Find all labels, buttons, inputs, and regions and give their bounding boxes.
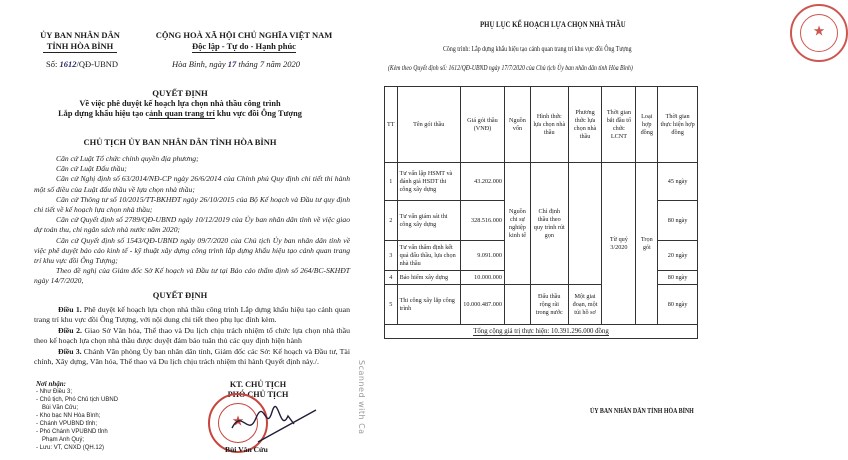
legal-basis-item: Căn cứ Quyết định số 1543/QĐ-UBND ngày 09/7/2020 của Chủ tịch Ủy ban nhân dân tỉnh về việc phê duyệt báo cáo kinh tế - kỹ thuật xây dựng công trình lắp dựng khẩu hiệu tạo cảnh quan trang trí khu vực đồi Ông Tượng; (34, 235, 350, 266)
legal-basis-item: Căn cứ Quyết định số 2789/QĐ-UBND ngày 10/12/2019 của Ủy ban nhân dân tỉnh về việc giao dự toán thu, chi ngân sách nhà nước năm 2020; (34, 215, 350, 235)
cell-contract-type: Trọn gói (636, 163, 658, 325)
recipient-item: - Chánh VPUBND tỉnh; (36, 421, 98, 427)
column-header: Loại hợp đồng (636, 87, 658, 163)
column-header: Thời gian bắt đầu tổ chức LCNT (602, 87, 636, 163)
cell-tt: 3 (385, 241, 398, 271)
recipient-item: - Chủ tịch, Phó Chủ tịch UBND (36, 397, 119, 403)
legal-basis-item: Căn cứ Luật Tổ chức chính quyền địa phương; (56, 154, 199, 163)
recipients-list (36, 380, 166, 452)
cell-price: 10.000.487.000 (460, 285, 504, 325)
recipient-item: - Lưu: VT, CNXD (QH.12) (36, 445, 105, 451)
cell-funding-empty (504, 285, 530, 325)
decision-title-block (20, 88, 340, 120)
appendix-subtitle: Công trình: Lắp dựng khẩu hiệu tạo cảnh quan trang trí khu vực đồi Ông Tượng (443, 45, 632, 53)
article-text: Chánh Văn phòng Ủy ban nhân dân tỉnh, Giám đốc các Sở: Kế hoạch và Đầu tư, Tài chính, Xây dựng, Văn hóa, Thể thao và Du lịch chịu trách nhiệm thi hành Quyết định này./. (34, 346, 350, 367)
issuer-header (30, 30, 130, 53)
total-cell (385, 325, 698, 339)
national-header (146, 30, 342, 53)
cell-name: Tư vấn giám sát thi công xây dựng (397, 201, 460, 241)
subject-pre: Lắp dựng khẩu hiệu tạo c (58, 109, 150, 118)
contractor-plan-table (384, 86, 698, 339)
column-header: Tên gói thầu (397, 87, 460, 163)
articles (34, 305, 350, 367)
cell-start-time: Từ quý 3/2020 (602, 163, 636, 325)
cell-price: 10.000.000 (460, 271, 504, 285)
cell-funding: Nguồn chi sự nghiệp kinh tế (504, 163, 530, 285)
official-seal-icon: ★ (208, 393, 268, 453)
legal-bases (34, 154, 350, 287)
column-header: TT (385, 87, 398, 163)
authority-heading: CHỦ TỊCH ỦY BAN NHÂN DÂN TỈNH HÒA BÌNH (83, 137, 277, 147)
handwritten-signature-icon (228, 398, 318, 448)
cell-name: Bảo hiểm xây dựng (397, 271, 460, 285)
official-seal-icon: ★ (790, 4, 848, 62)
legal-basis-item: Căn cứ Thông tư số 10/2015/TT-BKHĐT ngày 26/10/2015 của Bộ Kế hoạch và Đầu tư quy định chi tiết về kế hoạch lựa chọn nhà thầu; (34, 194, 350, 215)
decision-title: QUYẾT ĐỊNH (152, 88, 208, 98)
cell-name: Tư vấn thẩm định kết quả đấu thầu, lựa chọn nhà thầu (397, 241, 460, 271)
article-label: Điều 1. (58, 305, 82, 314)
legal-basis-item: Căn cứ Nghị định số 63/2014/NĐ-CP ngày 26/6/2014 của Chính phủ Quy định chi tiết thi hành một số điều của Luật đấu thầu về lựa chọn nhà thầu; (34, 174, 350, 194)
cell-selection-mode-empty (568, 163, 602, 285)
table-total-row (385, 325, 698, 339)
cell-price: 9.091.000 (460, 241, 504, 271)
cell-selection-form: Chỉ định thầu theo quy trình rút gọn (530, 163, 568, 285)
nation-line1: CỘNG HOÀ XÃ HỘI CHỦ NGHĨA VIỆT NAM (155, 30, 333, 40)
column-header: Phương thức lựa chọn nhà thầu (568, 87, 602, 163)
decision-heading: QUYẾT ĐỊNH (152, 290, 208, 300)
article-label: Điều 3. (58, 346, 82, 356)
column-header: Giá gói thầu (VNĐ) (460, 87, 504, 163)
recipient-item: Bùi Văn Cửu; (42, 405, 79, 411)
cell-duration: 45 ngày (658, 163, 698, 201)
cell-name: Thi công xây lắp công trình (397, 285, 460, 325)
table-row (385, 163, 698, 201)
cell-duration: 20 ngày (658, 241, 698, 271)
legal-basis-item: Theo đề nghị của Giám đốc Sở Kế hoạch và Đầu tư tại Báo cáo thẩm định số 264/BC-SKHĐT ngày 14/7/2020, (34, 266, 350, 286)
issuer-line1: ỦY BAN NHÂN DÂN (40, 30, 120, 40)
issuer-line2: TỈNH HÒA BÌNH (43, 41, 118, 53)
cell-name: Tư vấn lập HSMT và đánh giá HSDT thi công xây dựng (397, 163, 460, 201)
legal-basis-item: Căn cứ Luật Đấu thầu; (56, 164, 127, 174)
decision-subject-line1: Về việc phê duyệt kế hoạch lựa chọn nhà thầu công trình (79, 98, 281, 108)
recipients-label: Nơi nhận: (36, 380, 67, 388)
article-1 (34, 305, 350, 326)
cell-tt: 4 (385, 271, 398, 285)
cell-tt: 1 (385, 163, 398, 201)
appendix-note: (Kèm theo Quyết định số: 1612/QĐ-UBND ngày 17/7/2020 của Chủ tịch Ủy ban nhân dân tỉnh Hòa Bình) (388, 64, 633, 72)
place-date-prefix: Hòa Bình, ngày (172, 59, 228, 69)
appendix-page (368, 0, 826, 460)
doc-no-handwritten: 1612 (59, 59, 77, 69)
article-3 (34, 347, 350, 368)
sign-line1: KT. CHỦ TỊCH (229, 380, 287, 389)
cell-price: 328.516.000 (460, 201, 504, 241)
cell-tt: 2 (385, 201, 398, 241)
sign-line2: PHÓ CHỦ TỊCH (227, 390, 289, 399)
recipient-item: Phạm Anh Quý; (42, 437, 85, 443)
nation-motto: Độc lập - Tự do - Hạnh phúc (192, 41, 296, 51)
doc-no-prefix: Số: (46, 59, 60, 69)
decision-subject-line2 (20, 109, 340, 120)
recipient-item: - Phó Chánh VPUBND tỉnh (36, 429, 108, 435)
place-date-suffix: tháng 7 năm 2020 (236, 59, 300, 69)
column-header: Nguồn vốn (504, 87, 530, 163)
scanner-watermark: Scanned with Ca (357, 360, 366, 435)
column-header: Thời gian thực hiện hợp đồng (658, 87, 698, 163)
date-day-handwritten: 17 (227, 59, 237, 69)
document-number (46, 59, 118, 69)
cell-duration: 80 ngày (658, 271, 698, 285)
cell-duration: 80 ngày (658, 285, 698, 325)
cell-selection-form: Đấu thầu rộng rãi trong nước (530, 285, 568, 325)
appendix-title: PHỤ LỤC KẾ HOẠCH LỰA CHỌN NHÀ THẦU (480, 20, 626, 29)
recipient-item: - Kho bạc NN Hòa Bình; (36, 413, 101, 419)
doc-no-suffix: /QĐ-UBND (76, 59, 119, 69)
article-label: Điều 2. (58, 325, 82, 335)
signer-name: Bùi Văn Cửu (225, 445, 268, 454)
cell-price: 43.202.000 (460, 163, 504, 201)
place-date (172, 59, 300, 69)
article-text: Phê duyệt kế hoạch lựa chọn nhà thầu công trình Lắp dựng khẩu hiệu tạo cảnh quan trang trí khu vực đồi Ông Tượng, với nội dung chi tiết theo phụ lục đính kèm. (34, 305, 350, 325)
signature-block (198, 380, 318, 400)
total-value: Tổng cộng giá trị thực hiện: 10.391.296.000 đồng (473, 327, 609, 335)
recipient-item: - Như Điều 3; (36, 389, 73, 395)
appendix-footer: ỦY BAN NHÂN DÂN TỈNH HÒA BÌNH (590, 407, 694, 415)
article-2 (34, 326, 350, 347)
cell-tt: 5 (385, 285, 398, 325)
cell-selection-mode: Một giai đoạn, một túi hồ sơ (568, 285, 602, 325)
table-header-row (385, 87, 698, 163)
cell-duration: 80 ngày (658, 201, 698, 241)
subject-post: khu vực đồi Ông Tượng (214, 109, 302, 118)
subject-underlined: ảnh quan trang trí (149, 109, 215, 118)
column-header: Hình thức lựa chọn nhà thầu (530, 87, 568, 163)
article-text: Giao Sở Văn hóa, Thể thao và Du lịch chịu trách nhiệm tổ chức lựa chọn nhà thầu theo kế hoạch lựa chọn nhà thầu được duyệt đảm bảo tuân thủ các quy định hiện hành (34, 325, 350, 346)
decision-page (0, 0, 350, 460)
